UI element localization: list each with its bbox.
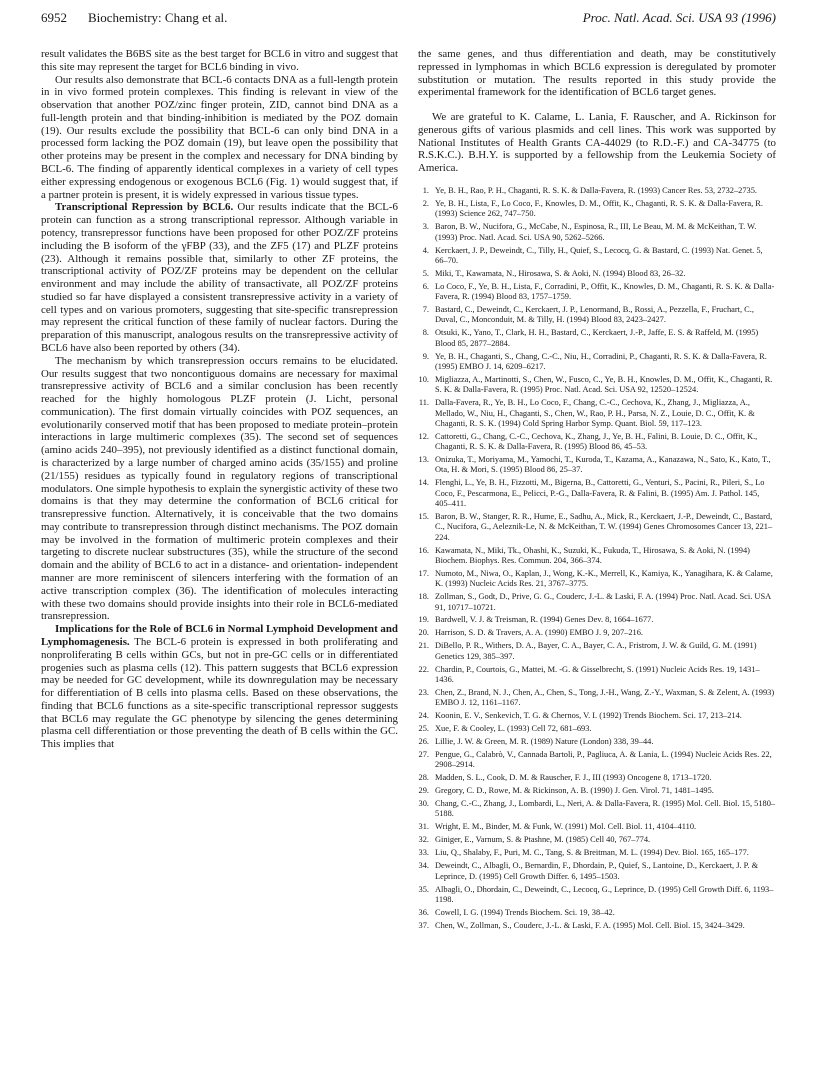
reference-item: [418, 282, 776, 303]
reference-number: 32.: [418, 835, 429, 845]
reference-number: 20.: [418, 628, 429, 638]
reference-item: [418, 835, 776, 845]
reference-text: Miki, T., Kawamata, N., Hirosawa, S. & Aoki, N. (1994) Blood 83, 26–32.: [435, 268, 686, 278]
reference-number: 26.: [418, 737, 429, 747]
reference-item: [418, 305, 776, 326]
section-heading: Transcriptional Repression by BCL6.: [55, 201, 234, 214]
reference-item: [418, 724, 776, 734]
reference-number: 6.: [422, 281, 429, 291]
reference-number: 27.: [418, 749, 429, 759]
reference-item: [418, 711, 776, 721]
journal-section-title: Biochemistry: Chang et al.: [88, 10, 228, 25]
page-number: 6952: [41, 10, 67, 25]
reference-text: Madden, S. L., Cook, D. M. & Rauscher, F. J., III (1993) Oncogene 8, 1713–1720.: [435, 773, 712, 783]
reference-text: DiBello, P. R., Withers, D. A., Bayer, C. A., Bayer, C. A., Fristrom, J. W. & Guild, G. M. (1991) Genetics 129, 385–397.: [435, 641, 757, 661]
reference-item: [418, 737, 776, 747]
reference-number: 5.: [422, 268, 429, 278]
acknowledgments: We are grateful to K. Calame, L. Lania, F. Rauscher, and A. Rickinson for generous gifts of various plasmids and cell lines. This work was supported by National Institutes of Health Grants CA-44029 (to R.D.-F.) and CA-34775 (to R.S.K.C.). B.H.Y. is supported by a fellowship from the Leukemia Society of America.: [418, 111, 776, 175]
reference-text: Wright, E. M., Binder, M. & Funk, W. (1991) Mol. Cell. Biol. 11, 4104–4110.: [435, 822, 697, 832]
reference-item: [418, 592, 776, 613]
reference-item: [418, 432, 776, 453]
left-column: [41, 48, 398, 751]
reference-number: 30.: [418, 799, 429, 809]
reference-text: Xue, F. & Cooley, L. (1993) Cell 72, 681–693.: [435, 724, 592, 734]
reference-item: [418, 908, 776, 918]
journal-citation: Proc. Natl. Acad. Sci. USA 93 (1996): [582, 10, 776, 25]
reference-number: 16.: [418, 545, 429, 555]
reference-text: Bastard, C., Deweindt, C., Kerckaert, J. P., Lenormand, B., Rossi, A., Pezzella, F., Fruchart, C., Duval, C., Monconduit, M. & Tilly, H. (1994) Blood 83, 2423–2427.: [435, 305, 754, 325]
reference-item: [418, 478, 776, 509]
reference-item: [418, 861, 776, 882]
reference-number: 21.: [418, 641, 429, 651]
reference-text: Zollman, S., Godt, D., Prive, G. G., Couderc, J.-L. & Laski, F. A. (1994) Proc. Natl. Acad. Sci. USA 91, 10717–10721.: [435, 592, 771, 612]
reference-number: 12.: [418, 431, 429, 441]
reference-item: [418, 628, 776, 638]
reference-text: Flenghi, L., Ye, B. H., Fizzotti, M., Bigerna, B., Cattoretti, G., Venturi, S., Pacini, R., Pileri, S., Lo Coco, F., Pescarmona, E., Pelicci, P.-G., Dalla-Favera, R. & Falini, B. (1995) Am. J. Pathol. 145, 405–411.: [435, 478, 765, 509]
reference-number: 3.: [422, 222, 429, 232]
reference-text: Ye, B. H., Chaganti, S., Chang, C.-C., Niu, H., Corradini, P., Chaganti, R. S. K. & Dalla-Favera, R. (1995) EMBO J. 14, 6209–6217.: [435, 351, 767, 371]
reference-number: 17.: [418, 568, 429, 578]
reference-text: Koonin, E. V., Senkevich, T. G. & Chernos, V. I. (1992) Trends Biochem. Sci. 17, 213–214.: [435, 711, 742, 721]
reference-text: Ye, B. H., Rao, P. H., Chaganti, R. S. K. & Dalla-Favera, R. (1993) Cancer Res. 53, 2732–2735.: [435, 186, 758, 196]
reference-number: 4.: [422, 245, 429, 255]
reference-text: Chardin, P., Courtois, G., Mattei, M. -G. & Gisselbrecht, S. (1991) Nucleic Acids Res. 19, 1431–1436.: [435, 664, 760, 684]
paragraph-text: The BCL-6 protein is expressed in both proliferating and nonproliferating B cells within GCs, but not in pre-GC cells or in differentiated progenies such as plasma cells (12). This pattern suggests that BCL6 expression may be needed for GC development, while its downregulation may be necessary for differentiation of B cells into plasma cells. Based on these observations, the finding that BCL6 functions as a site-specific transcriptional repressor suggests that BCL6 may regulate the GC phenotype by silencing the genes determining plasma cell differentiation or those preventing the death of B cells within the GC. This implies that: [41, 635, 398, 751]
paragraph: Our results also demonstrate that BCL-6 contacts DNA as a full-length protein in in vivo formed protein complexes. This finding is relevant in view of the observation that another POZ/zinc finger protein, ZID, cannot bind DNA as a full-length protein and that binding-inhibition is mediated by the POZ domain (19). Our results exclude the possibility that BCL-6 can only bind DNA in a processed form lacking the POZ domain (19), but leave open the possibility that other proteins may be present in the complex and necessary for DNA binding by BCL-6. The finding of apparently identical complexes in a variety of cell types either expressing endogenous or exogenous BCL6 (Fig. 1) would suggest that, if a partner protein is present, it is widely expressed in various tissue types.: [41, 73, 398, 201]
reference-item: [418, 222, 776, 243]
right-column: [418, 48, 776, 934]
reference-item: [418, 352, 776, 373]
reference-item: [418, 375, 776, 396]
reference-item: [418, 822, 776, 832]
reference-number: 1.: [422, 186, 429, 196]
reference-text: Liu, Q., Shalaby, F., Puri, M. C., Tang, S. & Breitman, M. L. (1994) Dev. Biol. 165, 165–177.: [435, 848, 749, 858]
reference-text: Baron, B. W., Stanger, R. R., Hume, E., Sadhu, A., Mick, R., Kerckaert, J.-P., Deweindt, C., Bastard, C., Nucifora, G., Aeleznik-Le, N. & McKeithan, T. W. (1994) Genes Chromosomes Cancer 13, 221–224.: [435, 511, 773, 542]
paragraph-text: Our results indicate that the BCL-6 protein can function as a strong transcriptional repressor. Although variable in potency, transrepressor functions have been proposed for other POZ/ZF proteins including the B isoform of the γFBP (33), and the ZF5 (17) and PLZF proteins (23). Although it remains possible that, similarly to other ZF proteins, the transcriptional activity of POZ/ZF proteins may be dependent on the cellular environment and may include the ability of transactivate, all POZ/ZF proteins studied so far have displayed a consistent transrepressive activity in a variety of cell types and on various promoters, suggesting that site-specific transrepression may represent the critical function of these family of nuclear factors. During the preparation of this manuscript, analogous results on the transrepressive activity of BCL6 have also been reported by others (34).: [41, 201, 398, 354]
reference-item: [418, 688, 776, 709]
reference-text: Lo Coco, F., Ye, B. H., Lista, F., Corradini, P., Offit, K., Knowles, D. M., Chaganti, R. S. K. & Dalla-Favera, R. (1994) Blood 83, 1757–1759.: [435, 281, 775, 302]
reference-item: [418, 246, 776, 267]
reference-text: Giniger, E., Varnum, S. & Ptashne, M. (1985) Cell 40, 767–774.: [435, 835, 651, 845]
reference-number: 13.: [418, 455, 429, 465]
reference-text: Baron, B. W., Nucifora, G., McCabe, N., Espinosa, R., III, Le Beau, M. M. & McKeithan, T. W. (1993) Proc. Natl. Acad. Sci. USA 90, 5262–5266.: [435, 222, 757, 242]
reference-item: [418, 786, 776, 796]
reference-item: [418, 455, 776, 476]
reference-text: Kawamata, N., Miki, Tk., Ohashi, K., Suzuki, K., Fukuda, T., Hirosawa, S. & Aoki, N. (1994) Biochem. Biophys. Res. Commun. 204, 366–374.: [435, 545, 750, 565]
reference-number: 36.: [418, 907, 429, 917]
paragraph: The mechanism by which transrepression occurs remains to be elucidated. Our results suggest that two noncontiguous domains are necessary for maximal transrepressive activity of BCL6 and a similar conclusion has been recently reached for the highly homologous PLZF protein (J. Licht, personal communication). The first domain virtually coincides with POZ sequences, an evolutionarily conserved motif that has been proposed to mediate protein–protein interactions in large multimeric complexes (35). The second set of sequences (amino acids 240–395), not previously identified as a distinct functional domain, is characterized by a large number of charged amino acids (35/155) and proline (21/155) residues as typically found in regulatory regions of transcriptional modulators. One simple hypothesis to explain the synergistic activity of these two domains is that they may determine the conformation of BCL6 critical for transrepressive function. Alternatively, it is conceivable that the two domains may contribute to transrepression through distinct mechanisms. The POZ domain may be involved in the formation of multimeric protein complexes and their targeting to discrete nuclear substructures (35), while the structure of the second domain and the ability of BCL6 to act in a distance- and orientation- independent manner are more reminiscent of silencers interfering with the formation of an active transcription complex (36). The identification of molecules interacting with these two domains should provide insights into their role in BCL6-mediated transrepression.: [41, 354, 398, 623]
reference-text: Deweindt, C., Albagli, O., Bernardin, F., Dhordain, P., Quief, S., Lantoine, D., Kerckaert, J. P. & Leprince, D. (1995) Cell Growth Differ. 6, 1495–1503.: [435, 861, 759, 881]
reference-item: [418, 848, 776, 858]
reference-item: [418, 773, 776, 783]
reference-number: 9.: [422, 351, 429, 361]
reference-text: Numoto, M., Niwa, O., Kaplan, J., Wong, K.-K., Merrell, K., Kamiya, K., Yanagihara, K. & Calame, K. (1993) Nucleic Acids Res. 21, 3767–3775.: [435, 568, 773, 589]
reference-item: [418, 186, 776, 196]
reference-item: [418, 921, 776, 931]
reference-item: [418, 269, 776, 279]
reference-number: 15.: [418, 511, 429, 521]
reference-item: [418, 199, 776, 220]
reference-number: 7.: [422, 305, 429, 315]
reference-number: 19.: [418, 615, 429, 625]
paragraph: the same genes, and thus differentiation and death, may be constitutively repressed in lymphomas in which BCL6 expression is deregulated by promoter substitution or mutation. The results reported in this study provide the experimental framework for the identification of BCL6 target genes.: [418, 48, 776, 99]
reference-text: Otsuki, K., Yano, T., Clark, H. H., Bastard, C., Kerckaert, J.-P., Jaffe, E. S. & Raffeld, M. (1995) Blood 85, 2877–2884.: [435, 328, 759, 348]
reference-number: 18.: [418, 592, 429, 602]
reference-number: 34.: [418, 861, 429, 871]
reference-text: Migliazza, A., Martinotti, S., Chen, W., Fusco, C., Ye, B. H., Knowles, D. M., Offit, K., Chaganti, R. S. K. & Dalla-Favera, R. (1995) Proc. Natl. Acad. Sci. USA 92, 12520–12524.: [435, 374, 773, 395]
reference-text: Cattoretti, G., Chang, C.-C., Cechova, K., Zhang, J., Ye, B. H., Falini, B. Louie, D. C., Offit, K., Chaganti, R. S. K. & Dalla-Favera, R. (1995) Blood 86, 45–53.: [435, 431, 758, 452]
section-heading: Implications for the Role of BCL6 in Normal Lymphoid Development and Lymphomagenesis.: [41, 623, 398, 648]
reference-text: Kerckaert, J. P., Deweindt, C., Tilly, H., Quief, S., Lecocq, G. & Bastard, C. (1993) Nat. Genet. 5, 66–70.: [435, 245, 763, 265]
reference-text: Ye, B. H., Lista, F., Lo Coco, F., Knowles, D. M., Offit, K., Chaganti, R. S. K. & Dalla-Favera, R. (1993) Science 262, 747–750.: [435, 198, 763, 219]
reference-item: [418, 799, 776, 820]
paragraph: [41, 623, 398, 751]
reference-text: Chen, W., Zollman, S., Couderc, J.-L. & Laski, F. A. (1995) Mol. Cell. Biol. 15, 3424–3429.: [435, 920, 745, 930]
reference-item: [418, 641, 776, 662]
reference-text: Onizuka, T., Moriyama, M., Yamochi, T., Kuroda, T., Kazama, A., Kanazawa, N., Sato, K., Kato, T., Ota, H. & Mori, S. (1995) Blood 86, 25–37.: [435, 455, 771, 475]
reference-number: 14.: [418, 478, 429, 488]
reference-number: 22.: [418, 664, 429, 674]
paragraph: result validates the B6BS site as the best target for BCL6 in vitro and suggest that this site may represent the target for BCL6 binding in vivo.: [41, 48, 398, 73]
reference-number: 23.: [418, 687, 429, 697]
reference-text: Bardwell, V. J. & Treisman, R. (1994) Genes Dev. 8, 1664–1677.: [435, 615, 654, 625]
reference-item: [418, 398, 776, 429]
reference-number: 25.: [418, 724, 429, 734]
reference-number: 35.: [418, 884, 429, 894]
reference-item: [418, 665, 776, 686]
reference-number: 29.: [418, 786, 429, 796]
reference-text: Pengue, G., Calabrò, V., Cannada Bartoli, P., Pagliuca, A. & Lania, L. (1994) Nucleic Acids Res. 22, 2908–2914.: [435, 749, 772, 770]
reference-text: Gregory, C. D., Rowe, M. & Rickinson, A. B. (1990) J. Gen. Virol. 71, 1481–1495.: [435, 786, 714, 796]
reference-text: Harrison, S. D. & Travers, A. A. (1990) EMBO J. 9, 207–216.: [435, 628, 643, 638]
reference-item: [418, 750, 776, 771]
reference-text: Chang, C.-C., Zhang, J., Lombardi, L., Neri, A. & Dalla-Favera, R. (1995) Mol. Cell. Biol. 15, 5180–5188.: [435, 799, 776, 819]
reference-number: 11.: [418, 398, 429, 408]
reference-text: Cowell, I. G. (1994) Trends Biochem. Sci. 19, 38–42.: [435, 907, 615, 917]
reference-number: 2.: [422, 198, 429, 208]
reference-number: 8.: [422, 328, 429, 338]
reference-number: 37.: [418, 920, 429, 930]
reference-number: 28.: [418, 773, 429, 783]
reference-list: [418, 186, 776, 931]
reference-item: [418, 569, 776, 590]
reference-text: Chen, Z., Brand, N. J., Chen, A., Chen, S., Tong, J.-H., Wang, Z.-Y., Waxman, S. & Zelent, A. (1993) EMBO J. 12, 1161–1167.: [435, 687, 775, 708]
reference-text: Albagli, O., Dhordain, C., Deweindt, C., Lecocq, G., Leprince, D. (1995) Cell Growth Diff. 6, 1193–1198.: [435, 884, 774, 904]
reference-number: 31.: [418, 822, 429, 832]
reference-number: 33.: [418, 848, 429, 858]
reference-item: [418, 546, 776, 567]
reference-item: [418, 328, 776, 349]
reference-text: Lillie, J. W. & Green, M. R. (1989) Nature (London) 338, 39–44.: [435, 737, 654, 747]
running-header: [41, 10, 776, 30]
reference-number: 24.: [418, 711, 429, 721]
reference-item: [418, 615, 776, 625]
reference-text: Dalla-Favera, R., Ye, B. H., Lo Coco, F., Chang, C.-C., Cechova, K., Zhang, J., Migliazza, A., Mellado, W., Niu, H., Chaganti, S., Chen, W., Rao, P. H., Parsa, N. Z., Louie, D. C., Offit, K. & Chaganti, R. S. K. (1994) Cold Spring Harbor Symp. Quant. Biol. 59, 117–123.: [435, 398, 755, 428]
reference-item: [418, 512, 776, 543]
reference-number: 10.: [418, 374, 429, 384]
reference-item: [418, 885, 776, 906]
paragraph: [41, 201, 398, 354]
